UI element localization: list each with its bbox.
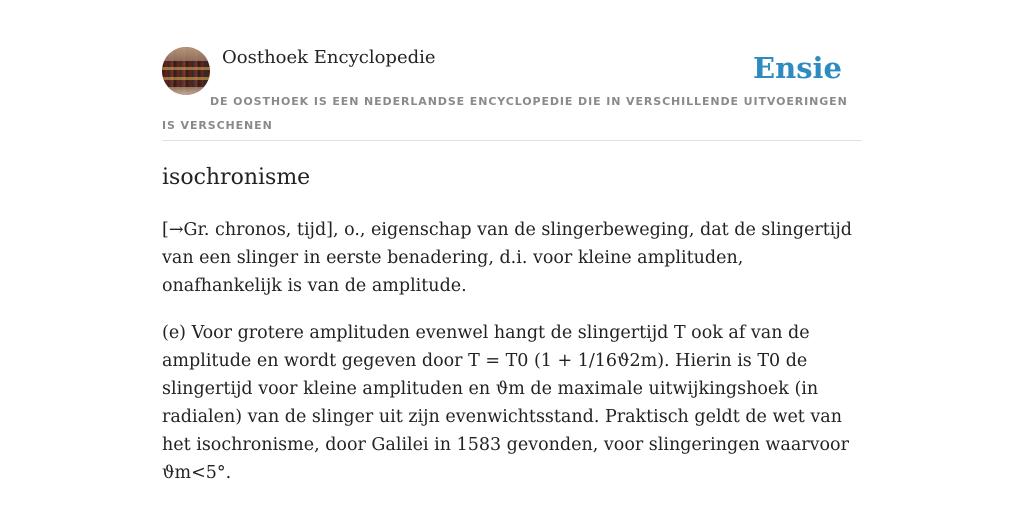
article-paragraph: [→Gr. chronos, tijd], o., eigenschap van de slingerbeweging, dat de slingertijd van een slinger in eerste benadering, d.i. voor kleine amplituden, onafhankelijk is van de amplitude. [162,220,853,296]
article [162,160,867,487]
brand-logo[interactable]: Ensie [753,51,842,85]
article-paragraph: (e) Voor grotere amplituden evenwel hangt de slingertijd T ook af van de amplitude en wordt gegeven door T = T0 (1 + 1/16ϑ2m). Hierin is T0 de slingertijd voor kleine amplituden en ϑm de maximale uitwijkingshoek (in radialen) van de slinger uit zijn evenwichtsstand. Praktisch geldt de wet van het isochronisme, door Galilei in 1583 gevonden, voor slingeringen waarvoor ϑm<5°. [162,323,849,483]
site-header [162,46,862,141]
site-tagline: DE OOSTHOEK IS EEN NEDERLANDSE ENCYCLOPEDIE DIE IN VERSCHILLENDE UITVOERINGEN IS VERSCHENEN [162,95,848,132]
article-title: isochronisme [162,165,311,190]
encyclopedia-books-icon[interactable] [162,47,210,95]
site-name[interactable]: Oosthoek Encyclopedie [222,47,436,68]
